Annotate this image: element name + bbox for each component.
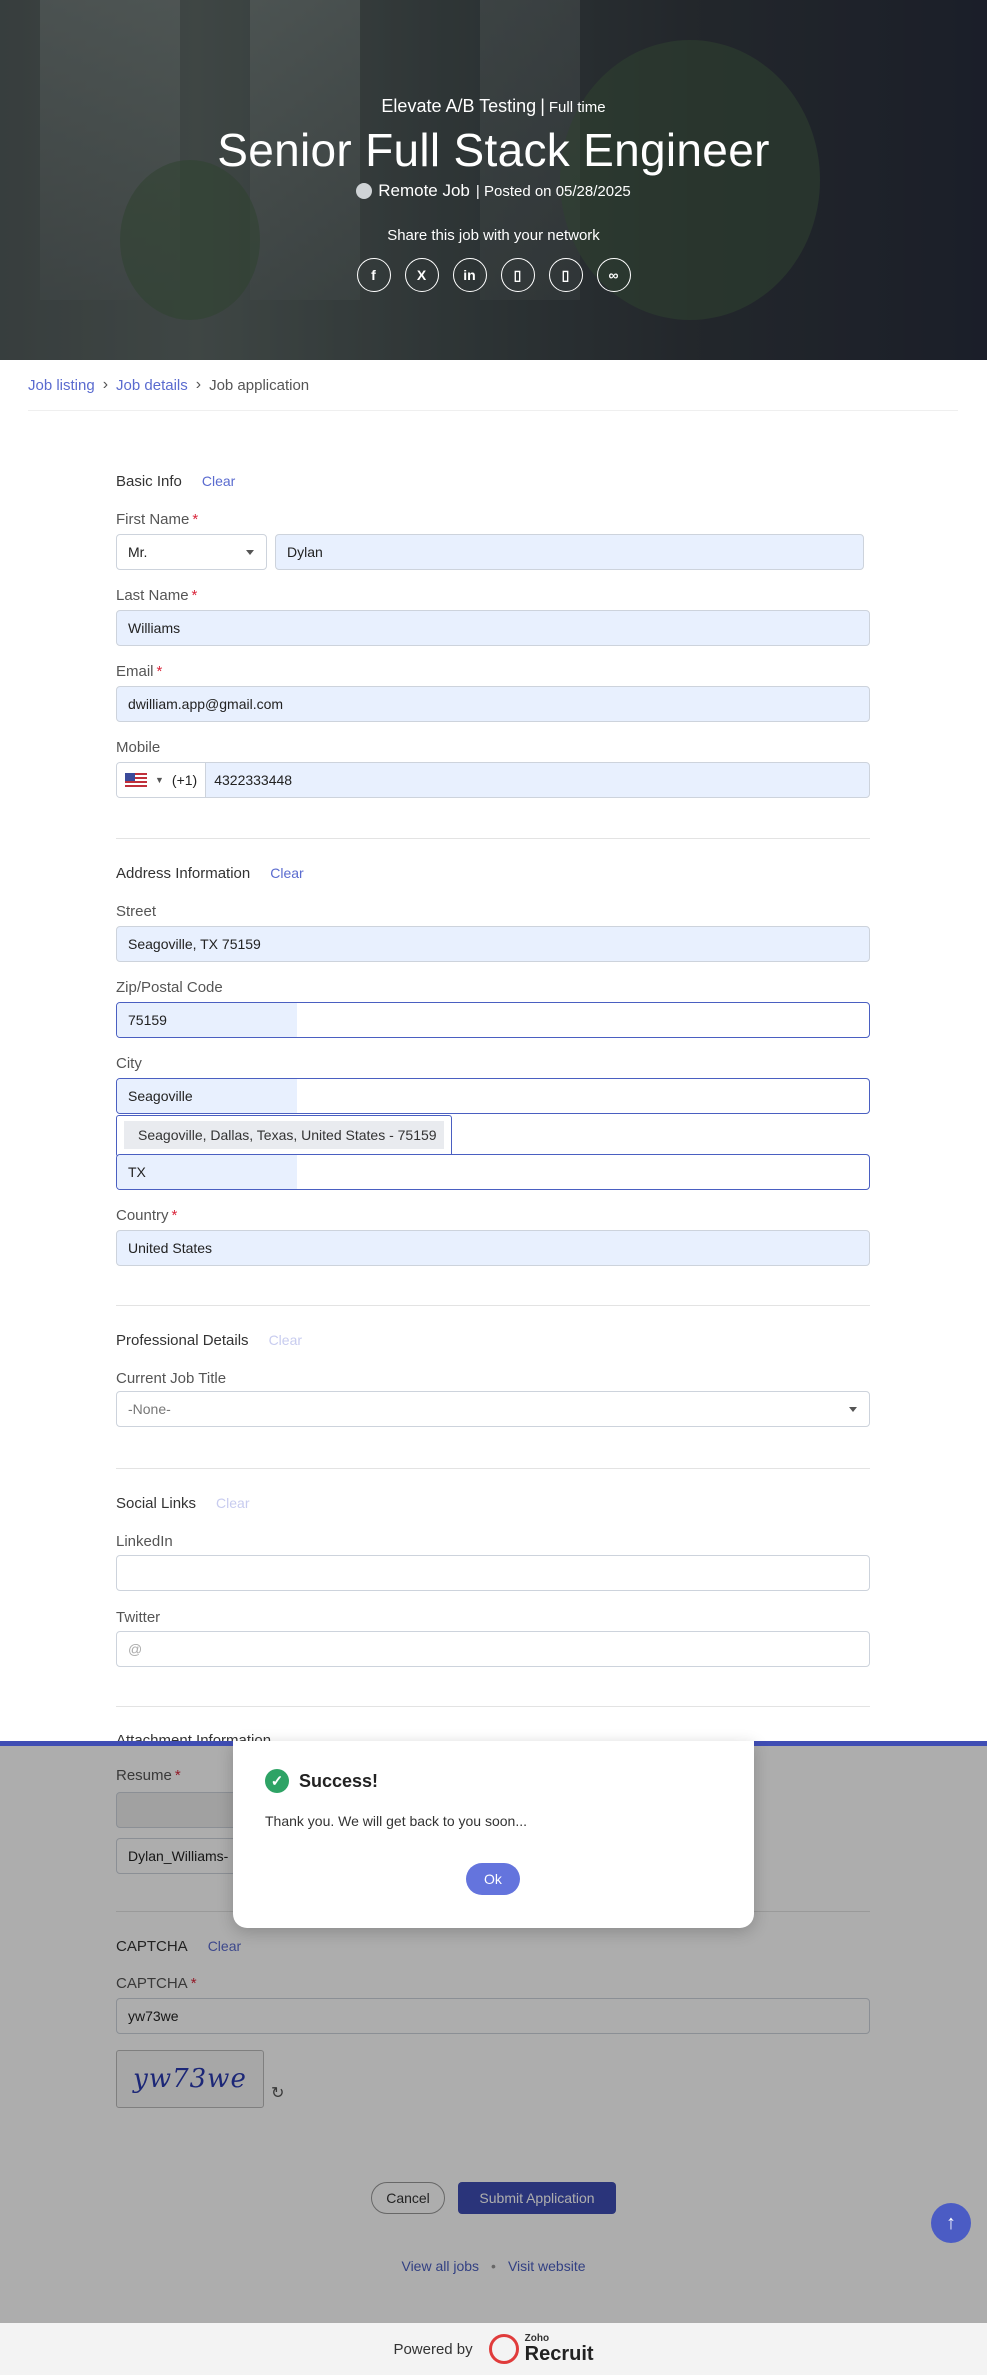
posted-date: | Posted on 05/28/2025: [475, 182, 631, 200]
country-label: Country *: [116, 1207, 178, 1224]
chevron-right-icon: ›: [102, 376, 109, 393]
address-suggestion-item[interactable]: Seagoville, Dallas, Texas, United States - 75159: [124, 1121, 444, 1149]
clear-professional-button[interactable]: Clear: [268, 1332, 303, 1348]
captcha-image: yw73we: [116, 2050, 264, 2108]
zip-field[interactable]: 75159: [116, 1002, 870, 1038]
zoho-recruit-logo[interactable]: Zoho Recruit: [489, 2334, 594, 2364]
salutation-select[interactable]: Mr.: [116, 534, 267, 570]
street-field[interactable]: Seagoville, TX 75159: [116, 926, 870, 962]
mobile-label: Mobile: [116, 739, 161, 756]
clear-basic-info-button[interactable]: Clear: [201, 473, 236, 489]
company-line: Elevate A/B Testing | Full time: [381, 96, 606, 116]
job-location: Remote Job: [378, 181, 470, 200]
share-icon-4[interactable]: ▯: [501, 258, 535, 292]
resume-file-chip: Dylan_Williams-: [116, 1838, 266, 1874]
zip-label: Zip/Postal Code: [116, 979, 223, 996]
globe-icon: [356, 183, 372, 199]
linkedin-label: LinkedIn: [116, 1533, 173, 1550]
footer-links: View all jobs • Visit website: [401, 2258, 586, 2274]
ok-button[interactable]: Ok: [466, 1863, 520, 1895]
email-label: Email *: [116, 663, 163, 680]
first-name-label: First Name *: [116, 511, 199, 528]
breadcrumb-job-details[interactable]: Job details: [116, 376, 188, 394]
modal-header: [265, 1769, 378, 1793]
breadcrumb: [28, 376, 309, 394]
resume-label: Resume *: [116, 1767, 181, 1784]
city-field[interactable]: Seagoville: [116, 1078, 870, 1114]
refresh-icon[interactable]: ↻: [271, 2085, 285, 2102]
arrow-up-icon[interactable]: ↑: [931, 2203, 971, 2243]
street-label: Street: [116, 903, 157, 920]
clear-captcha-button[interactable]: Clear: [207, 1938, 242, 1954]
country-field[interactable]: United States: [116, 1230, 870, 1266]
x-twitter-icon[interactable]: X: [405, 258, 439, 292]
job-meta: [0, 181, 987, 201]
email-field[interactable]: dwilliam.app@gmail.com: [116, 686, 870, 722]
chevron-down-icon: [849, 1407, 857, 1412]
powered-by-label: Powered by: [393, 2340, 473, 2358]
address-suggestion-dropdown: [116, 1115, 452, 1157]
last-name-label: Last Name *: [116, 587, 198, 604]
basic-info-header: [116, 473, 235, 490]
facebook-icon[interactable]: f: [357, 258, 391, 292]
visit-website-link[interactable]: Visit website: [507, 2258, 586, 2274]
address-header: Address Information Clear: [116, 865, 304, 882]
city-label: City: [116, 1055, 142, 1072]
modal-message: Thank you. We will get back to you soon...: [265, 1813, 527, 1829]
breadcrumb-current: Job application: [209, 376, 310, 394]
country-code-select[interactable]: ▼ (+1): [117, 763, 206, 797]
us-flag-icon: [125, 773, 147, 787]
section-title: Basic Info: [116, 473, 182, 490]
clear-address-button[interactable]: Clear: [270, 865, 304, 881]
professional-header: Professional Details Clear: [116, 1332, 303, 1349]
cancel-button[interactable]: Cancel: [371, 2182, 445, 2214]
captcha-label: CAPTCHA *: [116, 1975, 197, 1992]
chevron-down-icon: ▼: [155, 775, 164, 785]
check-circle-icon: ✓: [265, 1769, 289, 1793]
current-job-title-select[interactable]: -None-: [116, 1391, 870, 1427]
zoho-recruit-icon: [489, 2334, 519, 2364]
breadcrumb-job-listing[interactable]: Job listing: [28, 376, 95, 394]
last-name-field[interactable]: Williams: [116, 610, 870, 646]
mobile-field[interactable]: ▼ (+1) 4322333448: [116, 762, 870, 798]
first-name-field[interactable]: Dylan: [275, 534, 864, 570]
hero-banner: [0, 0, 987, 360]
social-share-bar: [0, 258, 987, 292]
view-all-jobs-link[interactable]: View all jobs: [401, 2258, 480, 2274]
share-icon-5[interactable]: ▯: [549, 258, 583, 292]
share-label: Share this job with your network: [387, 227, 600, 244]
hero-content: [0, 96, 987, 292]
captcha-field[interactable]: yw73we: [116, 1998, 870, 2034]
job-title-label: Current Job Title: [116, 1370, 227, 1387]
linkedin-icon[interactable]: in: [453, 258, 487, 292]
linkedin-field[interactable]: [116, 1555, 870, 1591]
captcha-header: CAPTCHA Clear: [116, 1938, 242, 1955]
clear-social-button[interactable]: Clear: [216, 1495, 250, 1511]
submit-application-button[interactable]: Submit Application: [458, 2182, 616, 2214]
success-modal: [233, 1741, 754, 1928]
chevron-right-icon: ›: [195, 376, 202, 393]
social-links-header: Social Links Clear: [116, 1495, 250, 1512]
state-field[interactable]: TX: [116, 1154, 870, 1190]
powered-by-footer: [0, 2323, 987, 2375]
twitter-label: Twitter: [116, 1609, 161, 1626]
company-name: Elevate A/B Testing: [381, 96, 537, 116]
job-type: Full time: [548, 99, 606, 116]
twitter-field[interactable]: @: [116, 1631, 870, 1667]
link-icon[interactable]: ∞: [597, 258, 631, 292]
chevron-down-icon: [246, 550, 254, 555]
job-title: Senior Full Stack Engineer: [217, 124, 770, 176]
modal-title: Success!: [299, 1770, 379, 1791]
